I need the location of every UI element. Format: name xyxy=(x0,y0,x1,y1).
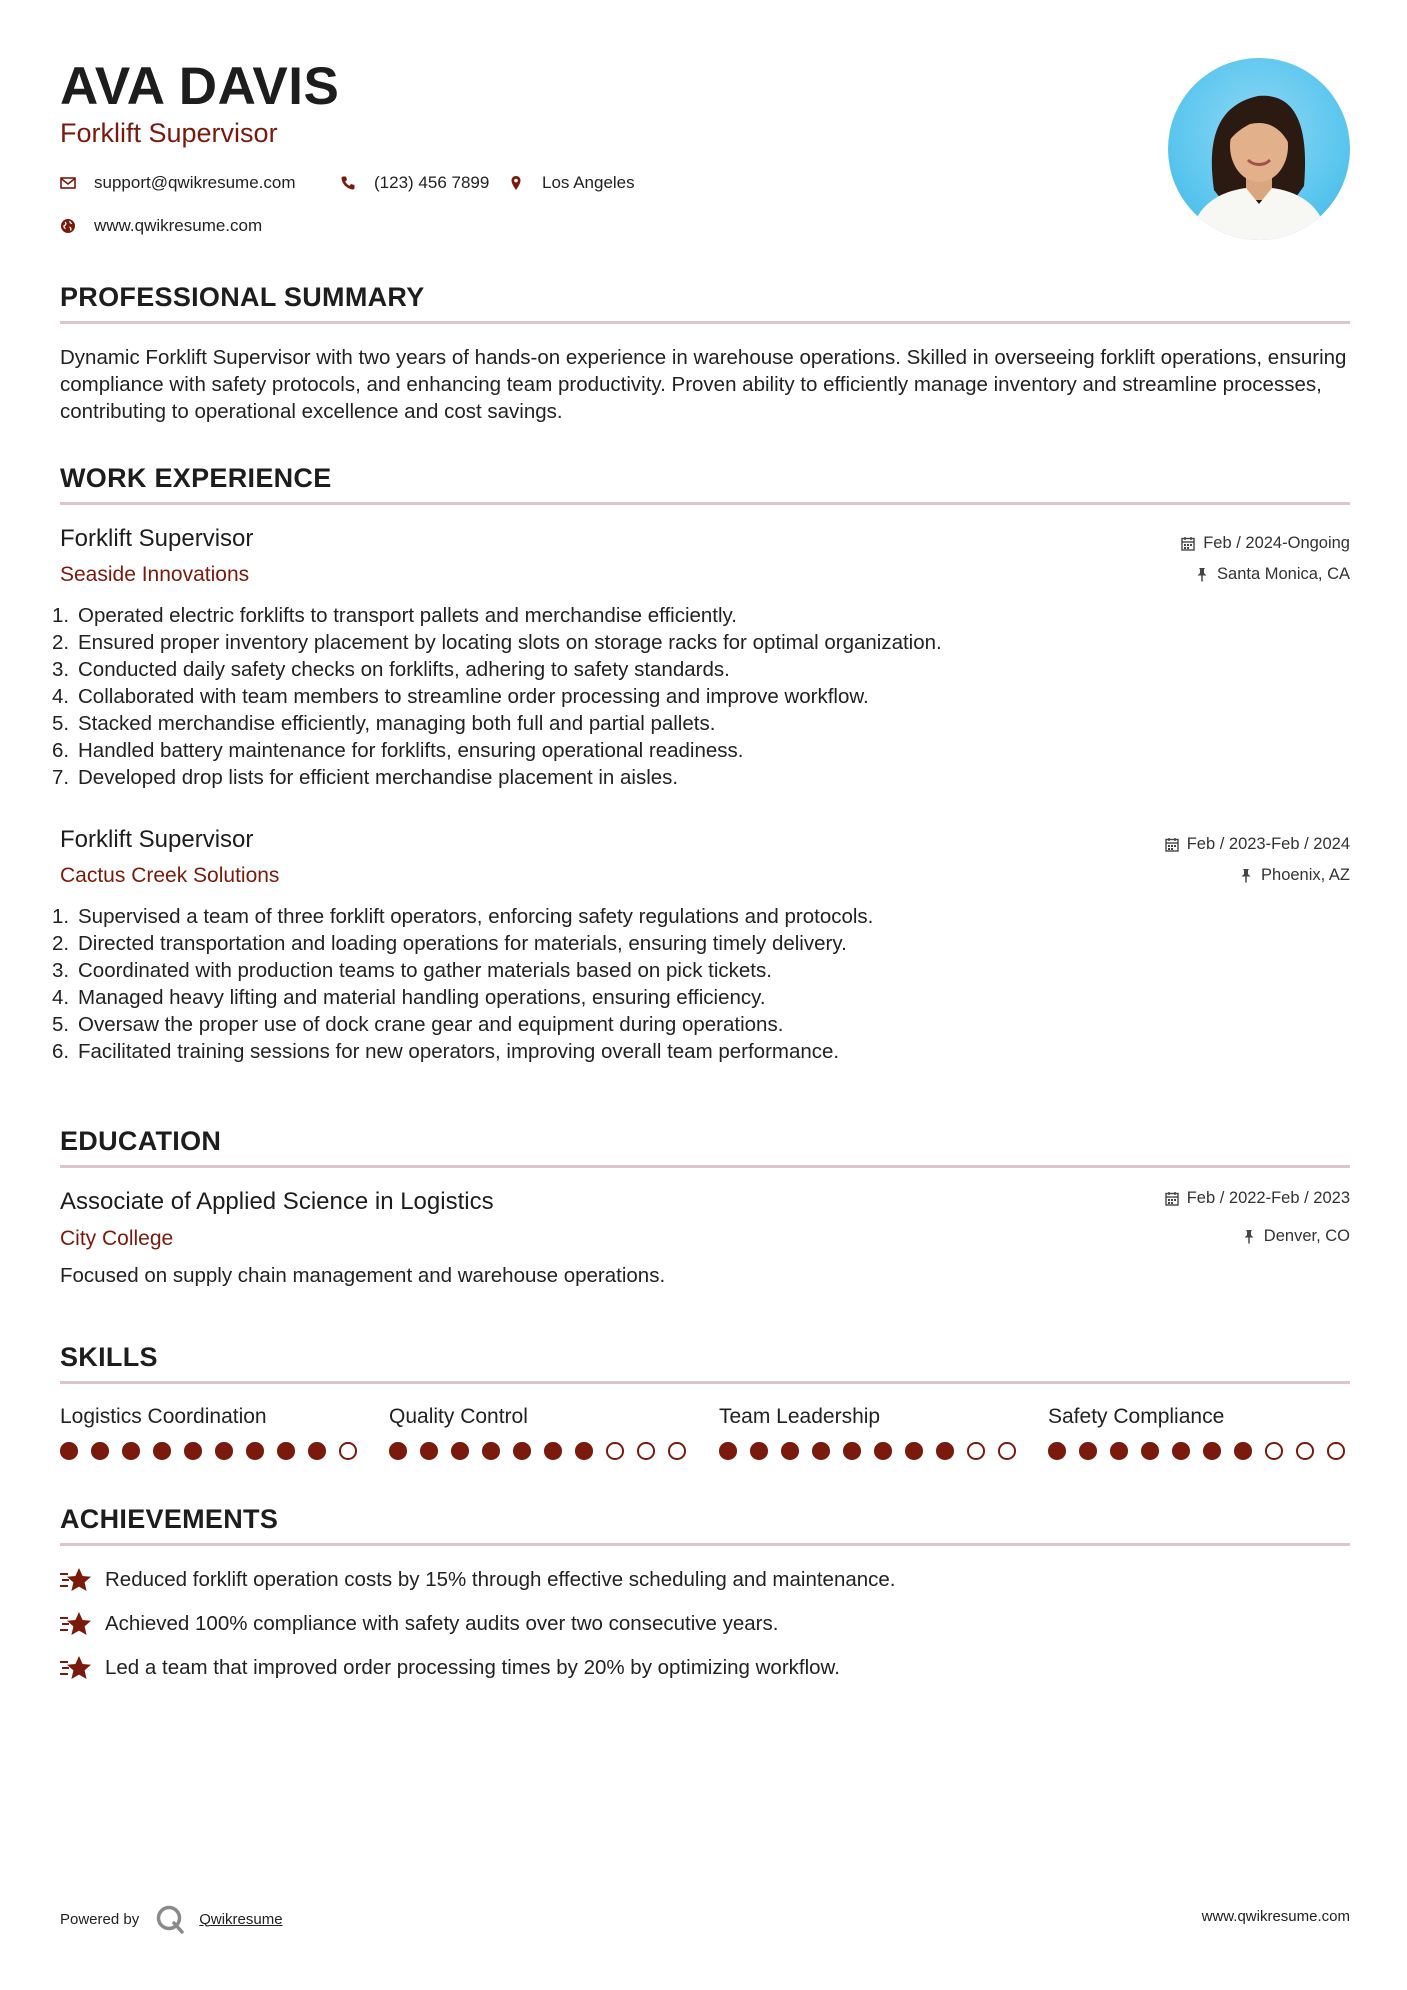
rating-dot-filled xyxy=(122,1442,140,1460)
job-1-title: Forklift Supervisor xyxy=(60,525,254,552)
star-icon xyxy=(60,1610,92,1638)
skills-heading: SKILLS xyxy=(60,1342,158,1372)
rating-dot-filled xyxy=(308,1442,326,1460)
rating-dot-filled xyxy=(1110,1442,1128,1460)
candidate-role: Forklift Supervisor xyxy=(60,118,278,148)
achievements-heading: ACHIEVEMENTS xyxy=(60,1504,279,1534)
list-item: 1. Supervised a team of three forklift operators, enforcing safety regulations and protocols. xyxy=(52,905,874,928)
skill-logistics-coordination xyxy=(60,1406,360,1460)
education-heading: EDUCATION xyxy=(60,1126,222,1156)
rating-dot-filled xyxy=(482,1442,500,1460)
experience-divider xyxy=(60,502,1350,505)
candidate-name: AVA DAVIS xyxy=(60,57,340,116)
rating-dot-filled xyxy=(544,1442,562,1460)
contact-email[interactable] xyxy=(60,174,296,191)
skill-label: Quality Control xyxy=(389,1405,528,1428)
profile-photo xyxy=(1168,58,1350,240)
envelope-icon xyxy=(60,175,76,191)
skill-rating xyxy=(60,1442,360,1460)
job-2-company: Cactus Creek Solutions xyxy=(60,864,280,887)
job-1-dates xyxy=(1181,535,1350,552)
phone-text: (123) 456 7899 xyxy=(374,173,490,192)
website-text: www.qwikresume.com xyxy=(94,216,263,235)
rating-dot-empty xyxy=(606,1442,624,1460)
skill-rating xyxy=(1048,1442,1348,1460)
list-item: 6. Handled battery maintenance for forklifts, ensuring operational readiness. xyxy=(52,739,744,762)
rating-dot-empty xyxy=(668,1442,686,1460)
phone-icon xyxy=(340,175,356,191)
contact-website[interactable] xyxy=(60,217,262,234)
skills-divider xyxy=(60,1381,1350,1384)
skill-quality-control xyxy=(389,1406,689,1460)
list-item: 4. Collaborated with team members to streamline order processing and improve workflow. xyxy=(52,685,869,708)
summary-text: Dynamic Forklift Supervisor with two years of hands-on experience in warehouse operations. Skilled in overseeing forklift operations, ensuring compliance with safety protocols, and enhancing team productivity. Proven ability to efficiently manage inventory and streamline processes, contributing to operational excellence and cost savings. xyxy=(60,346,1347,423)
skill-label: Safety Compliance xyxy=(1048,1405,1225,1428)
rating-dot-filled xyxy=(1234,1442,1252,1460)
rating-dot-empty xyxy=(1296,1442,1314,1460)
rating-dot-filled xyxy=(1079,1442,1097,1460)
footer-powered-by xyxy=(60,1904,283,1934)
rating-dot-empty xyxy=(1265,1442,1283,1460)
list-item: 6. Facilitated training sessions for new operators, improving overall team performance. xyxy=(52,1040,840,1063)
skill-safety-compliance xyxy=(1048,1406,1348,1460)
list-item: 7. Developed drop lists for efficient merchandise placement in aisles. xyxy=(52,766,679,789)
rating-dot-filled xyxy=(905,1442,923,1460)
rating-dot-filled xyxy=(60,1442,78,1460)
rating-dot-filled xyxy=(781,1442,799,1460)
calendar-icon xyxy=(1165,837,1179,852)
rating-dot-filled xyxy=(215,1442,233,1460)
education-location-text: Denver, CO xyxy=(1263,1227,1350,1245)
education-dates-text: Feb / 2022-Feb / 2023 xyxy=(1186,1189,1350,1207)
calendar-icon xyxy=(1165,1191,1179,1206)
achievement-item: Led a team that improved order processing times by 20% by optimizing workflow. xyxy=(60,1654,840,1682)
achievement-item: Achieved 100% compliance with safety audits over two consecutive years. xyxy=(60,1610,778,1638)
rating-dot-filled xyxy=(874,1442,892,1460)
email-text: support@qwikresume.com xyxy=(94,173,296,192)
achievements-divider xyxy=(60,1543,1350,1546)
calendar-icon xyxy=(1181,536,1195,551)
rating-dot-filled xyxy=(277,1442,295,1460)
rating-dot-filled xyxy=(389,1442,407,1460)
map-pin-icon xyxy=(508,175,524,191)
list-item: 4. Managed heavy lifting and material handling operations, ensuring efficiency. xyxy=(52,986,766,1009)
rating-dot-empty xyxy=(1327,1442,1345,1460)
contact-phone[interactable] xyxy=(340,174,489,191)
rating-dot-filled xyxy=(936,1442,954,1460)
job-2-dates xyxy=(1165,836,1350,853)
rating-dot-filled xyxy=(719,1442,737,1460)
job-2-location-text: Phoenix, AZ xyxy=(1261,866,1350,884)
summary-divider xyxy=(60,321,1350,324)
job-1-location-text: Santa Monica, CA xyxy=(1217,565,1350,583)
list-item: 5. Stacked merchandise efficiently, managing both full and partial pallets. xyxy=(52,712,716,735)
pushpin-icon xyxy=(1242,1229,1256,1244)
skill-team-leadership xyxy=(719,1406,1019,1460)
rating-dot-filled xyxy=(843,1442,861,1460)
rating-dot-filled xyxy=(420,1442,438,1460)
rating-dot-filled xyxy=(1172,1442,1190,1460)
list-item: 2. Directed transportation and loading operations for materials, ensuring timely delivery. xyxy=(52,932,847,955)
list-item: 3. Coordinated with production teams to gather materials based on pick tickets. xyxy=(52,959,772,982)
powered-by-label: Powered by xyxy=(60,1910,140,1928)
globe-icon xyxy=(60,218,76,234)
skill-rating xyxy=(389,1442,689,1460)
job-2-title: Forklift Supervisor xyxy=(60,826,254,853)
job-1-bullets xyxy=(52,602,1342,791)
rating-dot-filled xyxy=(1203,1442,1221,1460)
education-degree: Associate of Applied Science in Logistics xyxy=(60,1188,494,1215)
achievement-item: Reduced forklift operation costs by 15% through effective scheduling and maintenance. xyxy=(60,1566,896,1594)
skill-rating xyxy=(719,1442,1019,1460)
job-1-location xyxy=(1195,566,1350,583)
rating-dot-filled xyxy=(1141,1442,1159,1460)
location-text: Los Angeles xyxy=(542,173,635,192)
qwikresume-link[interactable]: Qwikresume xyxy=(199,1910,283,1928)
job-2-bullets xyxy=(52,903,1342,1065)
summary-heading: PROFESSIONAL SUMMARY xyxy=(60,282,425,312)
pushpin-icon xyxy=(1239,868,1253,883)
education-divider xyxy=(60,1165,1350,1168)
skill-label: Logistics Coordination xyxy=(60,1405,267,1428)
list-item: 5. Oversaw the proper use of dock crane gear and equipment during operations. xyxy=(52,1013,784,1036)
rating-dot-filled xyxy=(153,1442,171,1460)
rating-dot-filled xyxy=(812,1442,830,1460)
rating-dot-empty xyxy=(967,1442,985,1460)
education-description: Focused on supply chain management and warehouse operations. xyxy=(60,1264,666,1287)
pushpin-icon xyxy=(1195,567,1209,582)
job-2-location xyxy=(1239,867,1350,884)
rating-dot-filled xyxy=(246,1442,264,1460)
list-item: 3. Conducted daily safety checks on forklifts, adhering to safety standards. xyxy=(52,658,730,681)
rating-dot-filled xyxy=(184,1442,202,1460)
portrait-image xyxy=(1168,58,1350,240)
job-1-dates-text: Feb / 2024-Ongoing xyxy=(1203,534,1350,552)
rating-dot-filled xyxy=(91,1442,109,1460)
rating-dot-filled xyxy=(513,1442,531,1460)
rating-dot-empty xyxy=(998,1442,1016,1460)
education-dates xyxy=(1165,1190,1350,1207)
job-1-company: Seaside Innovations xyxy=(60,563,250,586)
rating-dot-filled xyxy=(1048,1442,1066,1460)
job-2-dates-text: Feb / 2023-Feb / 2024 xyxy=(1186,835,1350,853)
skill-label: Team Leadership xyxy=(719,1405,881,1428)
rating-dot-filled xyxy=(575,1442,593,1460)
experience-heading: WORK EXPERIENCE xyxy=(60,463,332,493)
star-icon xyxy=(60,1654,92,1682)
education-location xyxy=(1242,1228,1350,1245)
rating-dot-filled xyxy=(451,1442,469,1460)
rating-dot-filled xyxy=(750,1442,768,1460)
list-item: 1. Operated electric forklifts to transport pallets and merchandise efficiently. xyxy=(52,604,737,627)
qwikresume-logo-icon xyxy=(155,1904,185,1934)
contact-location xyxy=(508,174,635,191)
rating-dot-empty xyxy=(637,1442,655,1460)
footer-website[interactable]: www.qwikresume.com xyxy=(1201,1908,1350,1925)
list-item: 2. Ensured proper inventory placement by locating slots on storage racks for optimal organization. xyxy=(52,631,942,654)
rating-dot-empty xyxy=(339,1442,357,1460)
education-school: City College xyxy=(60,1227,174,1250)
star-icon xyxy=(60,1566,92,1594)
